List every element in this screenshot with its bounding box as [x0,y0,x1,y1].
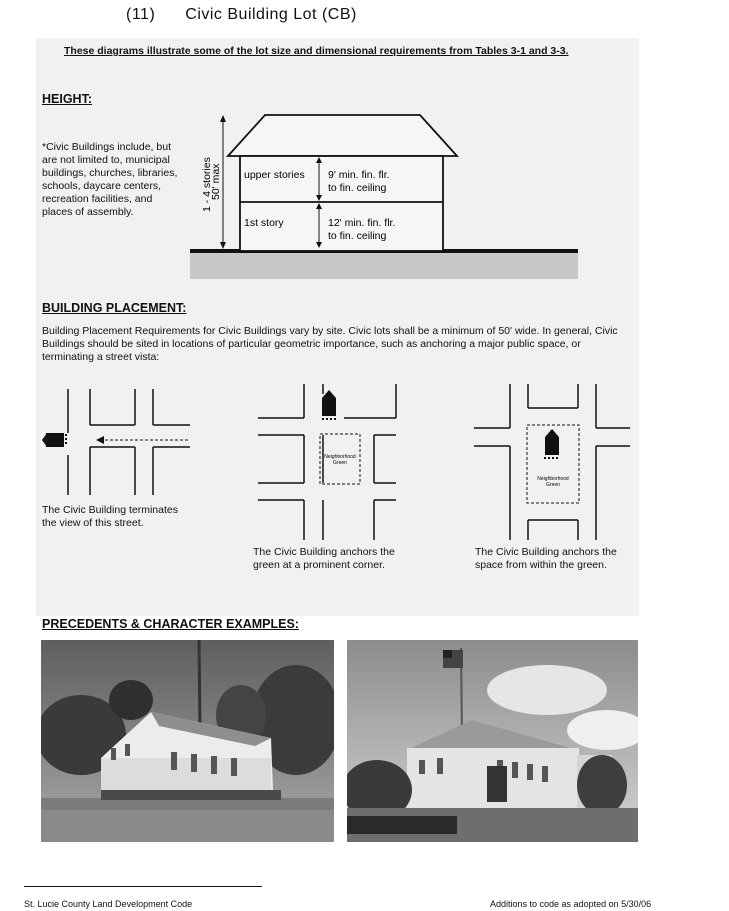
caption-line: The Civic Building anchors the [253,546,395,558]
caption-corner [253,546,395,572]
green-label: Green [333,460,347,466]
upper-dim-text: to fin. ceiling [328,182,387,194]
caption-within [475,546,617,572]
civic-building-icon [544,429,559,459]
caption-line: green at a prominent corner. [253,559,385,571]
caption-line: space from within the green. [475,559,607,571]
placement-diagram-within [470,380,635,545]
placement-text: Building Placement Requirements for Civic Buildings vary by site. Civic lots shall be a minimum of 50' wide. In general, Civic Buildings should be sited in locations of particular geometric importance, such as anchoring a major public space, or terminating a street vista: [42,325,618,363]
caption-line: the view of this street. [42,517,144,529]
upper-dim-text: 9' min. fin. flr. [328,169,390,181]
green-label: Neighborhood [324,454,356,460]
civic-note-line: schools, daycare centers, [42,180,162,192]
arrow-down-icon [220,242,226,249]
upper-stories-label: upper stories [244,169,305,181]
height-heading: HEIGHT: [42,92,92,106]
arrow-up-icon [220,115,226,122]
civic-building-photo [347,640,638,842]
green-label: Green [546,482,560,488]
footer-left: St. Lucie County Land Development Code [24,899,193,909]
caption-line: The Civic Building terminates [42,504,178,516]
intro-text: These diagrams illustrate some of the lot size and dimensional requirements from Tables 3-1 and 3-3. [64,45,569,57]
ground [190,251,578,279]
civic-note-line: are not limited to, municipal [42,154,170,166]
section-number: (11) [126,6,156,23]
caption-line: The Civic Building anchors the [475,546,617,558]
arrow-left-icon [96,436,104,444]
first-dim-text: to fin. ceiling [328,230,387,242]
stories-label: 1 - 4 stories [201,157,213,212]
civic-note-line: buildings, churches, libraries, [42,167,178,179]
placement-diagram-corner [254,380,404,545]
green-label: Neighborhood [537,476,569,482]
page-title [126,6,387,24]
civic-building-icon [42,433,67,447]
precedents-heading: PRECEDENTS & CHARACTER EXAMPLES: [42,617,299,631]
church-photo [41,640,334,842]
placement-diagram-terminate [40,385,200,500]
placement-heading: BUILDING PLACEMENT: [42,301,187,315]
civic-note-line: recreation facilities, and [42,193,153,205]
first-story-label: 1st story [244,217,284,229]
caption-terminate [42,504,178,530]
civic-note-line: places of assembly. [42,206,134,218]
civic-building-icon [322,390,336,420]
height-diagram [190,108,590,283]
roof [228,115,457,156]
civic-note-line: *Civic Buildings include, but [42,141,171,153]
footer-right: Additions to code as adopted on 5/30/06 [490,899,652,909]
max-label: 50' max [210,163,222,200]
first-dim-text: 12' min. fin. flr. [328,217,396,229]
footer-rule [24,886,262,887]
section-title: Civic Building Lot (CB) [185,6,357,23]
